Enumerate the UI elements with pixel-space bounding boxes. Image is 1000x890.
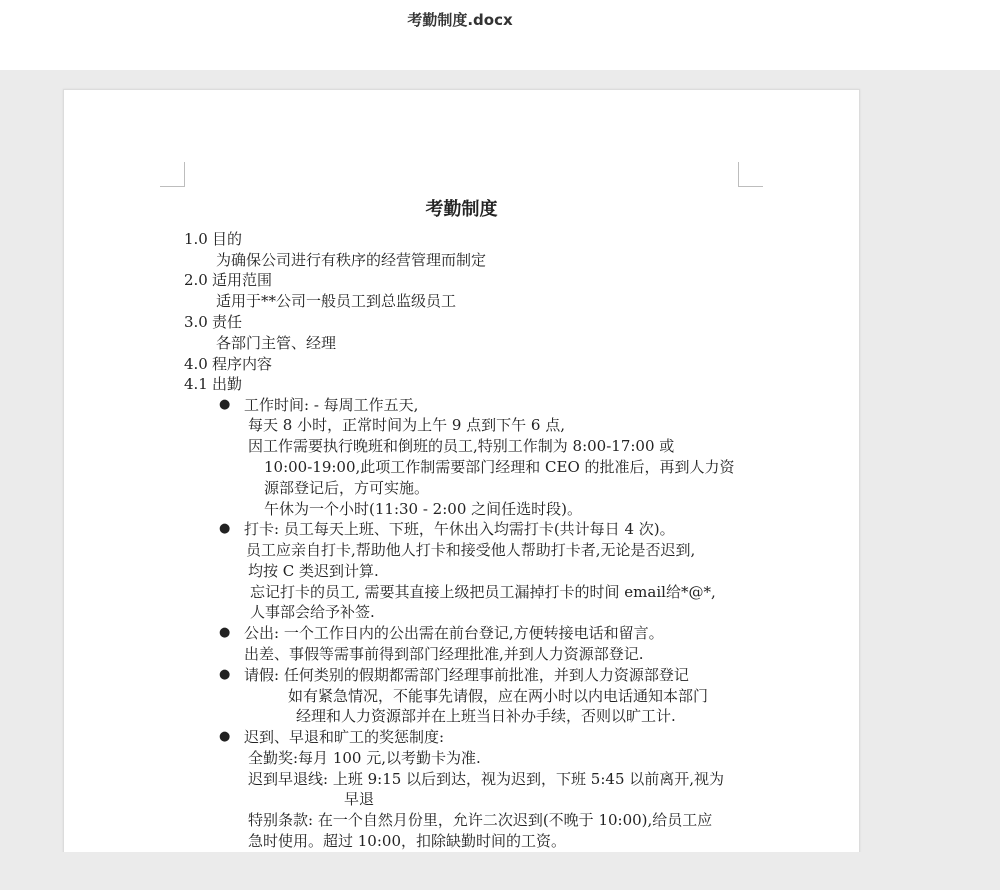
section-title: 责任: [212, 313, 243, 331]
paragraph-line: 均按 C 类迟到计算.: [248, 562, 379, 580]
paragraph-line: 早退: [344, 790, 375, 808]
bullet-icon: ●: [219, 625, 231, 640]
paragraph-line: 午休为一个小时(11:30 - 2:00 之间任选时段)。: [264, 500, 582, 518]
document-filename: 考勤制度.docx: [407, 11, 513, 29]
paragraph-line: 特别条款: 在一个自然月份里，允许二次迟到(不晚于 10:00),给员工应: [248, 811, 713, 829]
section-title: 适用范围: [212, 271, 273, 289]
section-number: 1.0: [184, 230, 208, 248]
section-body: 为确保公司进行有秩序的经营管理而制定: [216, 251, 487, 269]
bullet-icon: ●: [219, 729, 231, 744]
section-heading: [184, 374, 242, 394]
section-number: 4.1: [184, 375, 208, 393]
paragraph-line: 忘记打卡的员工, 需要其直接上级把员工漏掉打卡的时间 email给*@*,: [250, 583, 716, 601]
paragraph-line: 员工应亲自打卡,帮助他人打卡和接受他人帮助打卡者,无论是否迟到,: [246, 541, 696, 559]
paragraph-line: 全勤奖:每月 100 元,以考勤卡为准.: [248, 749, 481, 767]
bullet-label: 迟到、早退和旷工的奖惩制度:: [244, 728, 445, 746]
document-viewer[interactable]: [0, 70, 1000, 852]
paragraph-line: 10:00-19:00,此项工作制需要部门经理和 CEO 的批准后，再到人力资: [264, 458, 735, 476]
bullet-label: 工作时间: - 每周工作五天,: [244, 396, 419, 414]
section-title: 程序内容: [212, 355, 273, 373]
bullet-icon: ●: [219, 521, 231, 536]
section-heading: [184, 270, 272, 290]
paragraph-line: 每天 8 小时，正常时间为上午 9 点到下午 6 点,: [248, 416, 566, 434]
paragraph-line: 出差、事假等需事前得到部门经理批准,并到人力资源部登记.: [244, 645, 644, 663]
bullet-label: 公出: 一个工作日内的公出需在前台登记,方便转接电话和留言。: [244, 624, 664, 642]
paragraph-line: 如有紧急情况，不能事先请假，应在两小时以内电话通知本部门: [288, 687, 709, 705]
section-heading: [184, 312, 242, 332]
paragraph-line: 人事部会给予补签.: [250, 603, 375, 621]
page-content: [64, 90, 859, 852]
paragraph-line: 因工作需要执行晚班和倒班的员工,特别工作制为 8:00-17:00 或: [248, 437, 675, 455]
section-body: 各部门主管、经理: [216, 334, 337, 352]
document-heading: 考勤制度: [425, 199, 498, 220]
bottom-bar: [0, 852, 1000, 890]
section-heading: [184, 354, 272, 374]
section-number: 4.0: [184, 355, 208, 373]
section-number: 2.0: [184, 271, 208, 289]
bullet-icon: ●: [219, 397, 231, 412]
title-bar: [0, 0, 1000, 70]
paragraph-line: 急时使用。超过 10:00，扣除缺勤时间的工资。: [248, 832, 566, 850]
bullet-icon: ●: [219, 667, 231, 682]
paragraph-line: 迟到早退线: 上班 9:15 以后到达，视为迟到，下班 5:45 以前离开,视为: [248, 770, 725, 788]
paragraph-line: 源部登记后，方可实施。: [264, 479, 430, 497]
section-number: 3.0: [184, 313, 208, 331]
section-title: 出勤: [212, 375, 243, 393]
paragraph-line: 经理和人力资源部并在上班当日补办手续，否则以旷工计.: [296, 707, 676, 725]
bullet-label: 打卡: 员工每天上班、下班，午休出入均需打卡(共计每日 4 次)。: [244, 520, 675, 538]
section-body: 适用于**公司一般员工到总监级员工: [216, 292, 457, 310]
bullet-label: 请假: 任何类别的假期都需部门经理事前批准，并到人力资源部登记: [244, 666, 689, 684]
section-title: 目的: [212, 230, 243, 248]
document-page: [63, 89, 860, 852]
section-heading: [184, 229, 242, 249]
